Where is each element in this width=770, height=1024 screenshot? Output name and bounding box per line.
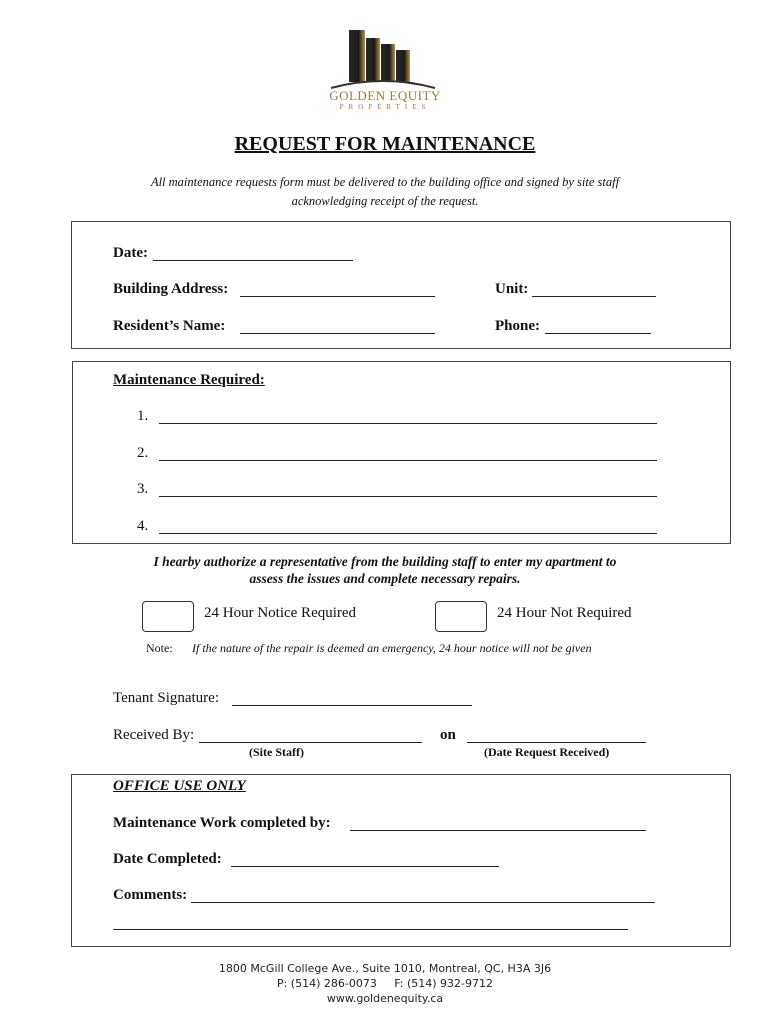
office-use-heading: OFFICE USE ONLY [113, 778, 246, 794]
unit-field[interactable] [532, 296, 656, 297]
received-by-label: Received By: [113, 727, 195, 743]
resident-name-label: Resident’s Name: [113, 318, 226, 334]
date-completed-label: Date Completed: [113, 851, 222, 867]
date-received-field[interactable] [467, 742, 646, 743]
tenant-signature-label: Tenant Signature: [113, 690, 220, 706]
page-title: REQUEST FOR MAINTENANCE [234, 133, 536, 155]
maintenance-item-3-number: 3. [137, 481, 149, 497]
notice-not-required-checkbox[interactable] [435, 601, 487, 632]
footer-address: 1800 McGill College Ave., Suite 1010, Montreal, QC, H3A 3J6 [218, 962, 552, 975]
maintenance-item-2-field[interactable] [159, 460, 657, 461]
footer-website: www.goldenequity.ca [326, 992, 444, 1005]
building-address-field[interactable] [240, 296, 435, 297]
unit-label: Unit: [495, 281, 529, 297]
phone-field[interactable] [545, 333, 651, 334]
authorization-line-2: assess the issues and complete necessary repairs. [249, 571, 521, 586]
comments-field-line-2[interactable] [113, 929, 628, 930]
received-by-field[interactable] [199, 742, 422, 743]
notice-required-label: 24 Hour Notice Required [204, 605, 357, 621]
date-completed-field[interactable] [231, 866, 499, 867]
logo-company-subtitle: PROPERTIES [339, 103, 431, 111]
maintenance-item-1-field[interactable] [159, 423, 657, 424]
date-received-caption: (Date Request Received) [484, 745, 610, 759]
completed-by-field[interactable] [350, 830, 646, 831]
notice-not-required-label: 24 Hour Not Required [497, 605, 632, 621]
on-label: on [440, 727, 456, 743]
date-field[interactable] [153, 260, 353, 261]
maintenance-item-1-number: 1. [137, 408, 149, 424]
note-label: Note: [146, 641, 173, 655]
notice-required-checkbox[interactable] [142, 601, 194, 632]
completed-by-label: Maintenance Work completed by: [113, 815, 331, 831]
phone-label: Phone: [495, 318, 540, 334]
comments-label: Comments: [113, 887, 188, 903]
comments-field-line-1[interactable] [191, 902, 655, 903]
authorization-line-1: I hearby authorize a representative from the building staff to enter my apartment to [153, 554, 617, 569]
site-staff-caption: (Site Staff) [249, 745, 304, 759]
footer-phones: P: (514) 286-0073 F: (514) 932-9712 [276, 977, 494, 990]
date-label: Date: [113, 245, 148, 261]
logo-company-name: GOLDEN EQUITY [329, 88, 441, 103]
maintenance-heading: Maintenance Required: [113, 372, 265, 388]
authorization-text [80, 553, 690, 587]
tenant-signature-field[interactable] [232, 705, 472, 706]
maintenance-item-3-field[interactable] [159, 496, 657, 497]
intro-text [100, 173, 670, 211]
intro-line-1: All maintenance requests form must be delivered to the building office and signed by site staff [150, 175, 620, 189]
maintenance-item-2-number: 2. [137, 445, 149, 461]
note-text: If the nature of the repair is deemed an emergency, 24 hour notice will not be given [192, 641, 592, 655]
building-address-label: Building Address: [113, 281, 229, 297]
maintenance-item-4-field[interactable] [159, 533, 657, 534]
maintenance-item-4-number: 4. [137, 518, 149, 534]
intro-line-2: acknowledging receipt of the request. [291, 194, 479, 208]
resident-name-field[interactable] [240, 333, 435, 334]
